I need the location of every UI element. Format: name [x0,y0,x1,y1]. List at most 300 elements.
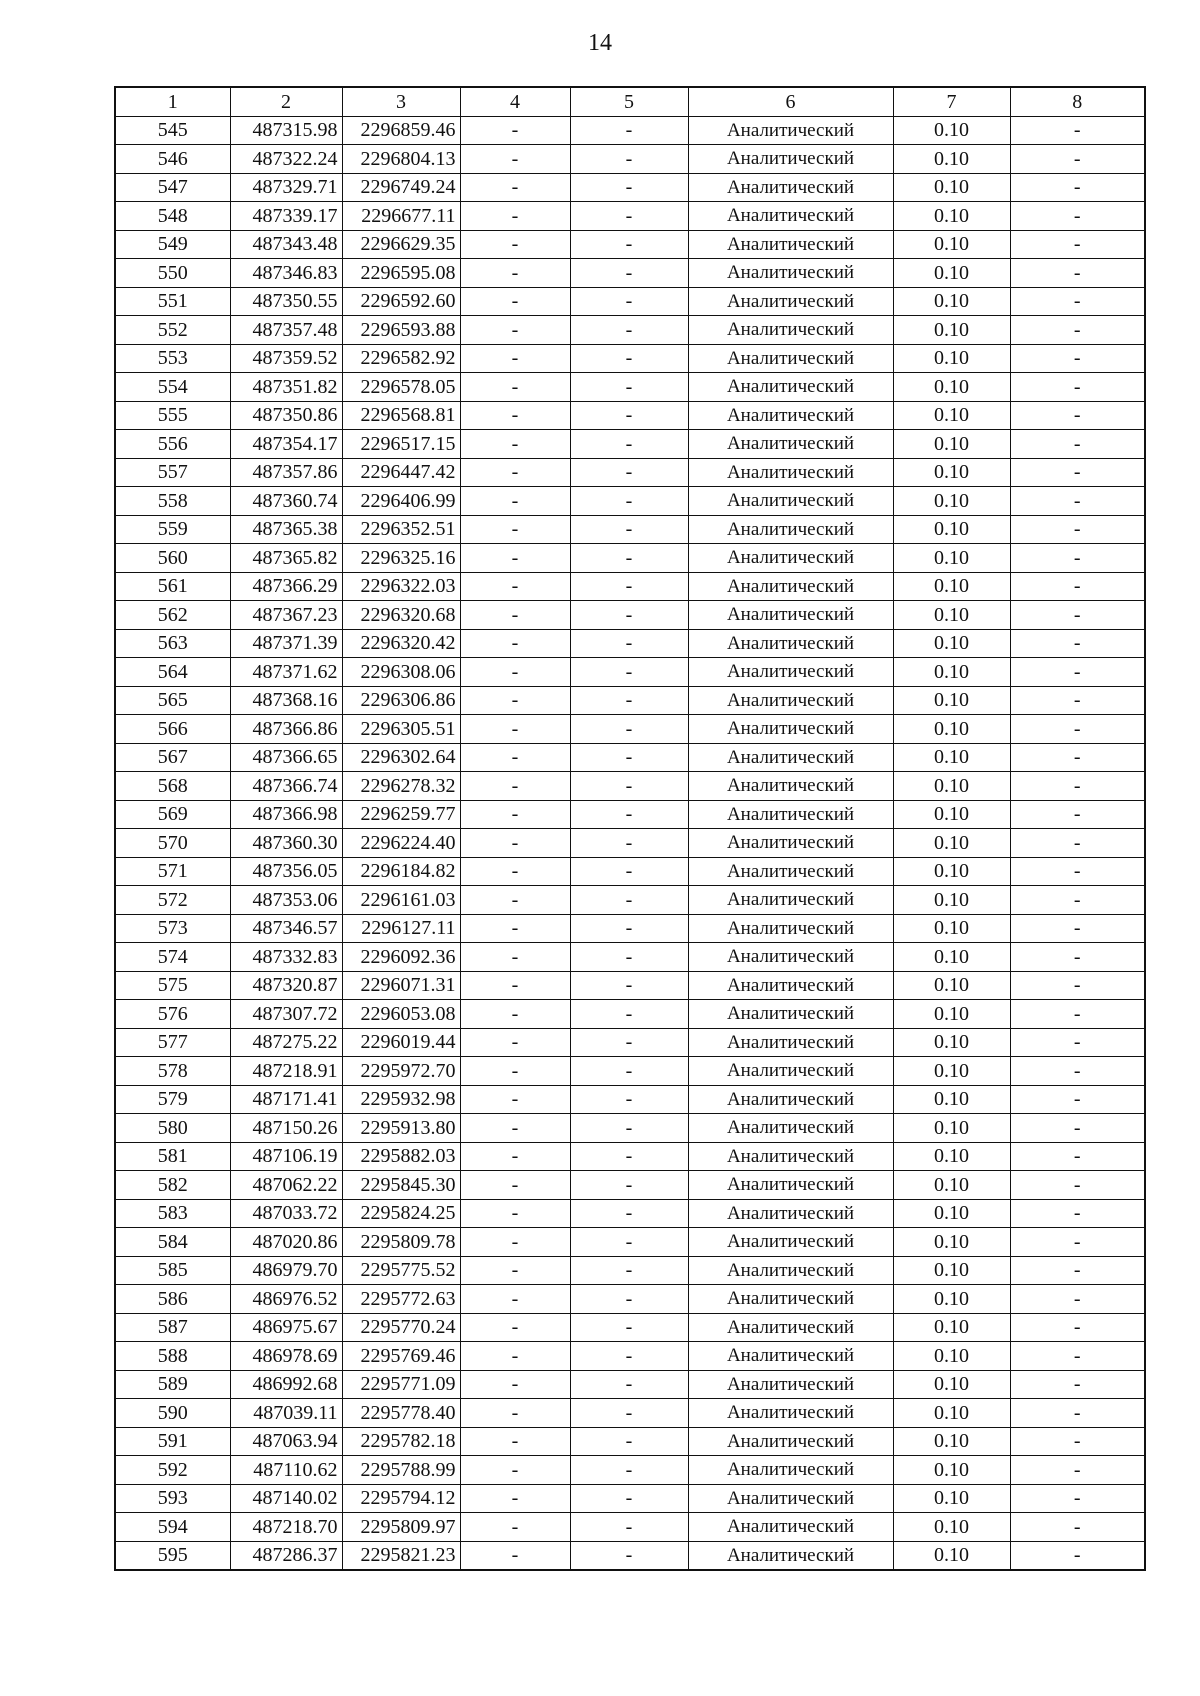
cell-col-4: - [460,1057,570,1086]
cell-col-8: - [1010,1342,1145,1371]
cell-x-coordinate: 487322.24 [230,145,342,174]
cell-x-coordinate: 487033.72 [230,1199,342,1228]
cell-y-coordinate: 2296305.51 [342,715,460,744]
column-header-1: 1 [115,87,230,116]
cell-method: Аналитический [688,601,893,630]
cell-x-coordinate: 486979.70 [230,1256,342,1285]
cell-col-8: - [1010,1171,1145,1200]
cell-col-4: - [460,1541,570,1570]
cell-col-5: - [570,487,688,516]
cell-col-8: - [1010,1484,1145,1513]
cell-col-4: - [460,914,570,943]
cell-point-number: 571 [115,857,230,886]
cell-col-8: - [1010,1456,1145,1485]
cell-col-8: - [1010,572,1145,601]
cell-col-4: - [460,1427,570,1456]
cell-col-8: - [1010,1199,1145,1228]
cell-col-4: - [460,458,570,487]
table-row [115,971,1145,1000]
cell-x-coordinate: 487366.86 [230,715,342,744]
table-row [115,202,1145,231]
cell-point-number: 574 [115,943,230,972]
cell-y-coordinate: 2295794.12 [342,1484,460,1513]
table-row [115,743,1145,772]
cell-point-number: 580 [115,1114,230,1143]
cell-accuracy: 0.10 [893,1342,1010,1371]
cell-col-4: - [460,800,570,829]
cell-col-5: - [570,914,688,943]
cell-accuracy: 0.10 [893,829,1010,858]
cell-accuracy: 0.10 [893,601,1010,630]
cell-col-4: - [460,1342,570,1371]
table-row [115,145,1145,174]
cell-col-8: - [1010,686,1145,715]
cell-col-5: - [570,1256,688,1285]
cell-col-4: - [460,1456,570,1485]
cell-col-4: - [460,715,570,744]
table-row [115,544,1145,573]
cell-x-coordinate: 487366.98 [230,800,342,829]
cell-accuracy: 0.10 [893,1285,1010,1314]
cell-x-coordinate: 487366.29 [230,572,342,601]
cell-col-4: - [460,829,570,858]
cell-point-number: 566 [115,715,230,744]
cell-col-8: - [1010,1256,1145,1285]
cell-x-coordinate: 487150.26 [230,1114,342,1143]
table-row [115,487,1145,516]
table-row [115,1285,1145,1314]
cell-point-number: 585 [115,1256,230,1285]
cell-x-coordinate: 487371.62 [230,658,342,687]
cell-y-coordinate: 2296320.68 [342,601,460,630]
cell-method: Аналитический [688,1342,893,1371]
cell-point-number: 583 [115,1199,230,1228]
cell-method: Аналитический [688,1085,893,1114]
table-row [115,1114,1145,1143]
cell-accuracy: 0.10 [893,629,1010,658]
cell-method: Аналитический [688,914,893,943]
cell-y-coordinate: 2295782.18 [342,1427,460,1456]
cell-point-number: 572 [115,886,230,915]
cell-method: Аналитический [688,458,893,487]
cell-x-coordinate: 487368.16 [230,686,342,715]
table-row [115,1228,1145,1257]
cell-col-5: - [570,515,688,544]
cell-point-number: 564 [115,658,230,687]
cell-col-4: - [460,601,570,630]
cell-y-coordinate: 2296224.40 [342,829,460,858]
cell-accuracy: 0.10 [893,1000,1010,1029]
cell-accuracy: 0.10 [893,430,1010,459]
cell-method: Аналитический [688,173,893,202]
cell-col-5: - [570,1228,688,1257]
table-row [115,1057,1145,1086]
cell-col-5: - [570,173,688,202]
cell-accuracy: 0.10 [893,1228,1010,1257]
cell-y-coordinate: 2296629.35 [342,230,460,259]
cell-col-4: - [460,686,570,715]
cell-col-8: - [1010,515,1145,544]
cell-accuracy: 0.10 [893,800,1010,829]
cell-method: Аналитический [688,715,893,744]
column-header-8: 8 [1010,87,1145,116]
table-row [115,715,1145,744]
cell-method: Аналитический [688,544,893,573]
cell-col-5: - [570,943,688,972]
cell-col-4: - [460,145,570,174]
cell-point-number: 577 [115,1028,230,1057]
cell-point-number: 561 [115,572,230,601]
cell-x-coordinate: 487351.82 [230,373,342,402]
cell-col-8: - [1010,458,1145,487]
table-row [115,1342,1145,1371]
cell-method: Аналитический [688,1199,893,1228]
cell-point-number: 565 [115,686,230,715]
cell-y-coordinate: 2296092.36 [342,943,460,972]
cell-y-coordinate: 2295772.63 [342,1285,460,1314]
table-row [115,601,1145,630]
cell-point-number: 573 [115,914,230,943]
cell-x-coordinate: 487357.86 [230,458,342,487]
cell-col-5: - [570,1028,688,1057]
cell-method: Аналитический [688,1285,893,1314]
cell-accuracy: 0.10 [893,1171,1010,1200]
table-row [115,401,1145,430]
cell-col-8: - [1010,116,1145,145]
table-row [115,772,1145,801]
cell-method: Аналитический [688,373,893,402]
cell-point-number: 546 [115,145,230,174]
table-row [115,259,1145,288]
cell-x-coordinate: 487371.39 [230,629,342,658]
table-body [115,116,1145,1570]
cell-point-number: 551 [115,287,230,316]
cell-y-coordinate: 2295809.78 [342,1228,460,1257]
cell-accuracy: 0.10 [893,658,1010,687]
cell-col-4: - [460,487,570,516]
cell-col-5: - [570,601,688,630]
cell-point-number: 593 [115,1484,230,1513]
cell-col-4: - [460,173,570,202]
cell-col-4: - [460,1142,570,1171]
cell-point-number: 578 [115,1057,230,1086]
table-row [115,1199,1145,1228]
cell-col-5: - [570,1370,688,1399]
cell-col-5: - [570,202,688,231]
cell-point-number: 575 [115,971,230,1000]
cell-col-8: - [1010,145,1145,174]
cell-col-8: - [1010,601,1145,630]
cell-x-coordinate: 487360.74 [230,487,342,516]
cell-accuracy: 0.10 [893,1256,1010,1285]
column-header-4: 4 [460,87,570,116]
cell-col-8: - [1010,1085,1145,1114]
cell-y-coordinate: 2296804.13 [342,145,460,174]
cell-col-4: - [460,401,570,430]
cell-col-8: - [1010,629,1145,658]
cell-col-5: - [570,145,688,174]
cell-col-5: - [570,1342,688,1371]
cell-method: Аналитический [688,572,893,601]
cell-y-coordinate: 2295821.23 [342,1541,460,1570]
cell-col-8: - [1010,1142,1145,1171]
cell-x-coordinate: 487140.02 [230,1484,342,1513]
cell-col-5: - [570,1484,688,1513]
cell-col-4: - [460,886,570,915]
cell-accuracy: 0.10 [893,316,1010,345]
cell-accuracy: 0.10 [893,1370,1010,1399]
cell-method: Аналитический [688,658,893,687]
cell-y-coordinate: 2296127.11 [342,914,460,943]
cell-y-coordinate: 2295932.98 [342,1085,460,1114]
cell-accuracy: 0.10 [893,943,1010,972]
cell-accuracy: 0.10 [893,1142,1010,1171]
table-row [115,430,1145,459]
cell-accuracy: 0.10 [893,743,1010,772]
cell-col-5: - [570,1427,688,1456]
cell-col-4: - [460,116,570,145]
cell-col-4: - [460,1484,570,1513]
table-row [115,1370,1145,1399]
cell-method: Аналитический [688,743,893,772]
cell-x-coordinate: 487366.65 [230,743,342,772]
cell-y-coordinate: 2296406.99 [342,487,460,516]
cell-x-coordinate: 487359.52 [230,344,342,373]
cell-accuracy: 0.10 [893,715,1010,744]
cell-y-coordinate: 2296302.64 [342,743,460,772]
table-row [115,1427,1145,1456]
cell-col-8: - [1010,1427,1145,1456]
cell-x-coordinate: 486976.52 [230,1285,342,1314]
cell-col-5: - [570,373,688,402]
cell-y-coordinate: 2296259.77 [342,800,460,829]
cell-col-8: - [1010,857,1145,886]
cell-x-coordinate: 487039.11 [230,1399,342,1428]
cell-y-coordinate: 2296308.06 [342,658,460,687]
cell-y-coordinate: 2295771.09 [342,1370,460,1399]
cell-y-coordinate: 2295809.97 [342,1513,460,1542]
cell-x-coordinate: 487020.86 [230,1228,342,1257]
cell-point-number: 570 [115,829,230,858]
cell-y-coordinate: 2296278.32 [342,772,460,801]
cell-x-coordinate: 487357.48 [230,316,342,345]
cell-point-number: 553 [115,344,230,373]
cell-accuracy: 0.10 [893,173,1010,202]
cell-col-4: - [460,287,570,316]
cell-y-coordinate: 2296592.60 [342,287,460,316]
cell-col-5: - [570,259,688,288]
cell-col-8: - [1010,829,1145,858]
cell-method: Аналитический [688,430,893,459]
cell-accuracy: 0.10 [893,230,1010,259]
cell-point-number: 579 [115,1085,230,1114]
cell-col-5: - [570,1513,688,1542]
table-row [115,829,1145,858]
cell-col-5: - [570,886,688,915]
cell-x-coordinate: 487365.38 [230,515,342,544]
cell-col-5: - [570,1085,688,1114]
cell-accuracy: 0.10 [893,458,1010,487]
cell-col-4: - [460,316,570,345]
table-row [115,686,1145,715]
cell-col-8: - [1010,1000,1145,1029]
cell-point-number: 562 [115,601,230,630]
cell-col-4: - [460,857,570,886]
cell-method: Аналитический [688,1171,893,1200]
cell-col-4: - [460,515,570,544]
cell-point-number: 576 [115,1000,230,1029]
cell-col-4: - [460,1256,570,1285]
cell-x-coordinate: 487350.55 [230,287,342,316]
cell-col-4: - [460,1228,570,1257]
table-row [115,458,1145,487]
cell-col-5: - [570,401,688,430]
cell-col-5: - [570,971,688,1000]
cell-accuracy: 0.10 [893,1456,1010,1485]
cell-method: Аналитический [688,686,893,715]
table-row [115,1028,1145,1057]
cell-x-coordinate: 487367.23 [230,601,342,630]
cell-method: Аналитический [688,1541,893,1570]
cell-point-number: 594 [115,1513,230,1542]
cell-method: Аналитический [688,800,893,829]
cell-col-4: - [460,1171,570,1200]
cell-col-4: - [460,544,570,573]
table-row [115,373,1145,402]
cell-col-8: - [1010,344,1145,373]
cell-col-4: - [460,1370,570,1399]
cell-x-coordinate: 487339.17 [230,202,342,231]
cell-col-8: - [1010,1057,1145,1086]
cell-y-coordinate: 2296595.08 [342,259,460,288]
cell-col-5: - [570,829,688,858]
cell-y-coordinate: 2296320.42 [342,629,460,658]
cell-method: Аналитический [688,344,893,373]
cell-x-coordinate: 487356.05 [230,857,342,886]
cell-col-5: - [570,1399,688,1428]
cell-col-8: - [1010,1370,1145,1399]
cell-col-4: - [460,1085,570,1114]
table-row [115,1484,1145,1513]
cell-accuracy: 0.10 [893,145,1010,174]
table-row [115,1456,1145,1485]
cell-accuracy: 0.10 [893,1085,1010,1114]
cell-y-coordinate: 2296352.51 [342,515,460,544]
cell-point-number: 545 [115,116,230,145]
cell-col-8: - [1010,658,1145,687]
cell-x-coordinate: 487275.22 [230,1028,342,1057]
cell-method: Аналитический [688,1057,893,1086]
cell-accuracy: 0.10 [893,686,1010,715]
cell-method: Аналитический [688,1456,893,1485]
cell-x-coordinate: 487332.83 [230,943,342,972]
cell-accuracy: 0.10 [893,544,1010,573]
cell-col-4: - [460,344,570,373]
cell-accuracy: 0.10 [893,1399,1010,1428]
cell-col-8: - [1010,1028,1145,1057]
page-number: 14 [588,30,612,56]
cell-method: Аналитический [688,259,893,288]
cell-method: Аналитический [688,202,893,231]
cell-point-number: 559 [115,515,230,544]
cell-col-4: - [460,658,570,687]
cell-method: Аналитический [688,515,893,544]
cell-col-4: - [460,772,570,801]
cell-point-number: 552 [115,316,230,345]
column-header-5: 5 [570,87,688,116]
cell-point-number: 589 [115,1370,230,1399]
cell-col-4: - [460,430,570,459]
cell-point-number: 581 [115,1142,230,1171]
cell-col-8: - [1010,430,1145,459]
cell-accuracy: 0.10 [893,344,1010,373]
cell-x-coordinate: 487218.70 [230,1513,342,1542]
cell-col-8: - [1010,401,1145,430]
cell-col-8: - [1010,800,1145,829]
cell-y-coordinate: 2296749.24 [342,173,460,202]
cell-accuracy: 0.10 [893,1513,1010,1542]
cell-point-number: 560 [115,544,230,573]
cell-method: Аналитический [688,1228,893,1257]
cell-method: Аналитический [688,487,893,516]
cell-method: Аналитический [688,316,893,345]
cell-y-coordinate: 2296447.42 [342,458,460,487]
cell-col-8: - [1010,230,1145,259]
cell-method: Аналитический [688,401,893,430]
cell-method: Аналитический [688,829,893,858]
cell-method: Аналитический [688,1028,893,1057]
cell-accuracy: 0.10 [893,1427,1010,1456]
column-header-7: 7 [893,87,1010,116]
cell-point-number: 569 [115,800,230,829]
table-row [115,943,1145,972]
cell-col-5: - [570,1541,688,1570]
cell-col-4: - [460,230,570,259]
cell-col-8: - [1010,1114,1145,1143]
cell-col-4: - [460,259,570,288]
cell-col-8: - [1010,544,1145,573]
cell-method: Аналитический [688,857,893,886]
cell-point-number: 550 [115,259,230,288]
column-header-3: 3 [342,87,460,116]
cell-col-5: - [570,686,688,715]
cell-col-5: - [570,1285,688,1314]
cell-x-coordinate: 487110.62 [230,1456,342,1485]
cell-col-4: - [460,1000,570,1029]
cell-col-5: - [570,1057,688,1086]
cell-x-coordinate: 487346.57 [230,914,342,943]
table-row [115,316,1145,345]
cell-y-coordinate: 2296322.03 [342,572,460,601]
cell-col-8: - [1010,173,1145,202]
cell-x-coordinate: 487218.91 [230,1057,342,1086]
cell-col-5: - [570,772,688,801]
cell-col-4: - [460,572,570,601]
cell-method: Аналитический [688,1313,893,1342]
table-row [115,857,1145,886]
cell-x-coordinate: 486978.69 [230,1342,342,1371]
cell-y-coordinate: 2296582.92 [342,344,460,373]
cell-col-5: - [570,458,688,487]
cell-y-coordinate: 2296019.44 [342,1028,460,1057]
cell-method: Аналитический [688,943,893,972]
cell-col-4: - [460,1513,570,1542]
cell-accuracy: 0.10 [893,971,1010,1000]
cell-method: Аналитический [688,1256,893,1285]
cell-method: Аналитический [688,116,893,145]
cell-y-coordinate: 2295972.70 [342,1057,460,1086]
cell-col-4: - [460,1114,570,1143]
